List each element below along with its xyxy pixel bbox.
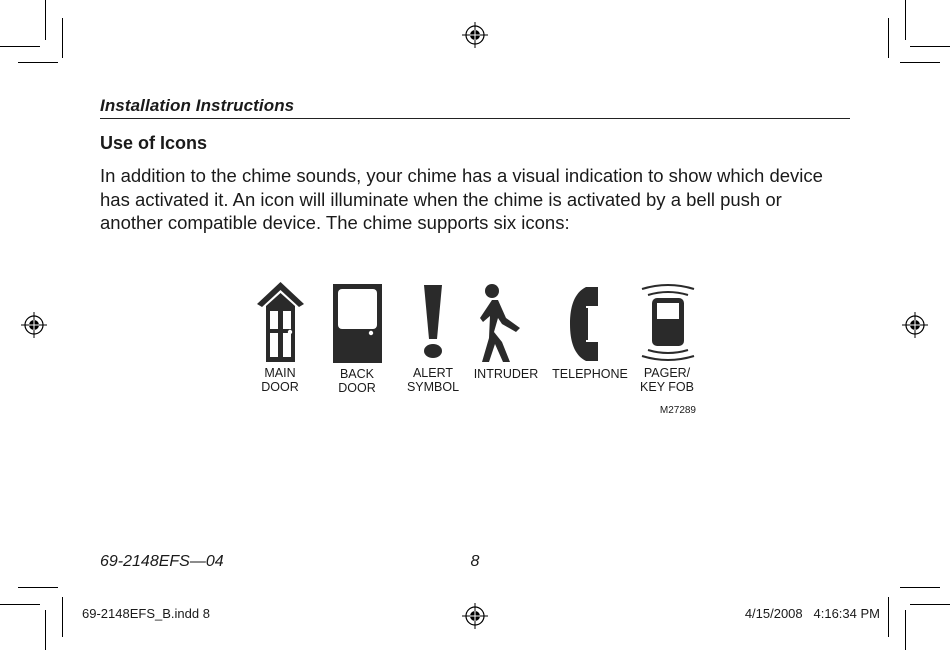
- back-door-icon: [333, 284, 383, 364]
- crop-mark: [0, 46, 40, 47]
- crop-mark: [0, 604, 40, 605]
- registration-mark-icon: [902, 312, 928, 338]
- pager-key-fob-icon: [638, 283, 698, 365]
- main-door-icon: [253, 280, 308, 364]
- crop-mark: [910, 604, 950, 605]
- telephone-icon: [568, 285, 600, 363]
- icon-label-intruder: INTRUDER: [473, 367, 539, 381]
- icon-label-alert-symbol: ALERT SYMBOL: [406, 366, 460, 394]
- icon-label-pager-key-fob: PAGER/ KEY FOB: [640, 366, 694, 394]
- crop-mark: [45, 610, 46, 650]
- slug-filename: 69-2148EFS_B.indd 8: [82, 606, 210, 621]
- crop-mark: [910, 46, 950, 47]
- crop-mark: [888, 597, 889, 637]
- slug-datetime: [700, 606, 880, 621]
- intruder-icon: [480, 282, 530, 364]
- registration-mark-icon: [21, 312, 47, 338]
- crop-mark: [900, 62, 940, 63]
- body-paragraph: In addition to the chime sounds, your chime has a visual indication to show which device has activated it. An icon will illuminate when the chime is activated by a bell push or another compatible device. The chime supports six icons:: [100, 165, 823, 233]
- slug-date: 4/15/2008: [744, 606, 803, 621]
- section-title: Use of Icons: [100, 133, 208, 153]
- crop-mark: [62, 597, 63, 637]
- crop-mark: [888, 18, 889, 58]
- crop-mark: [900, 587, 940, 588]
- alert-symbol-icon: [418, 283, 448, 363]
- crop-mark: [18, 587, 58, 588]
- crop-mark: [905, 0, 906, 40]
- document-number: 69-2148EFS—04: [100, 553, 224, 570]
- registration-mark-icon: [462, 22, 488, 48]
- header-divider: [100, 118, 850, 119]
- icon-label-back-door: BACK DOOR: [338, 367, 376, 395]
- icon-label-main-door: MAIN DOOR: [261, 366, 299, 394]
- page-number: 8: [470, 553, 480, 570]
- running-header: Installation Instructions: [100, 96, 295, 115]
- crop-mark: [45, 0, 46, 40]
- registration-mark-icon: [462, 603, 488, 629]
- crop-mark: [62, 18, 63, 58]
- icon-label-telephone: TELEPHONE: [552, 367, 628, 381]
- crop-mark: [18, 62, 58, 63]
- slug-time: 4:16:34 PM: [813, 606, 880, 621]
- crop-mark: [905, 610, 906, 650]
- figure-id: M27289: [659, 405, 696, 416]
